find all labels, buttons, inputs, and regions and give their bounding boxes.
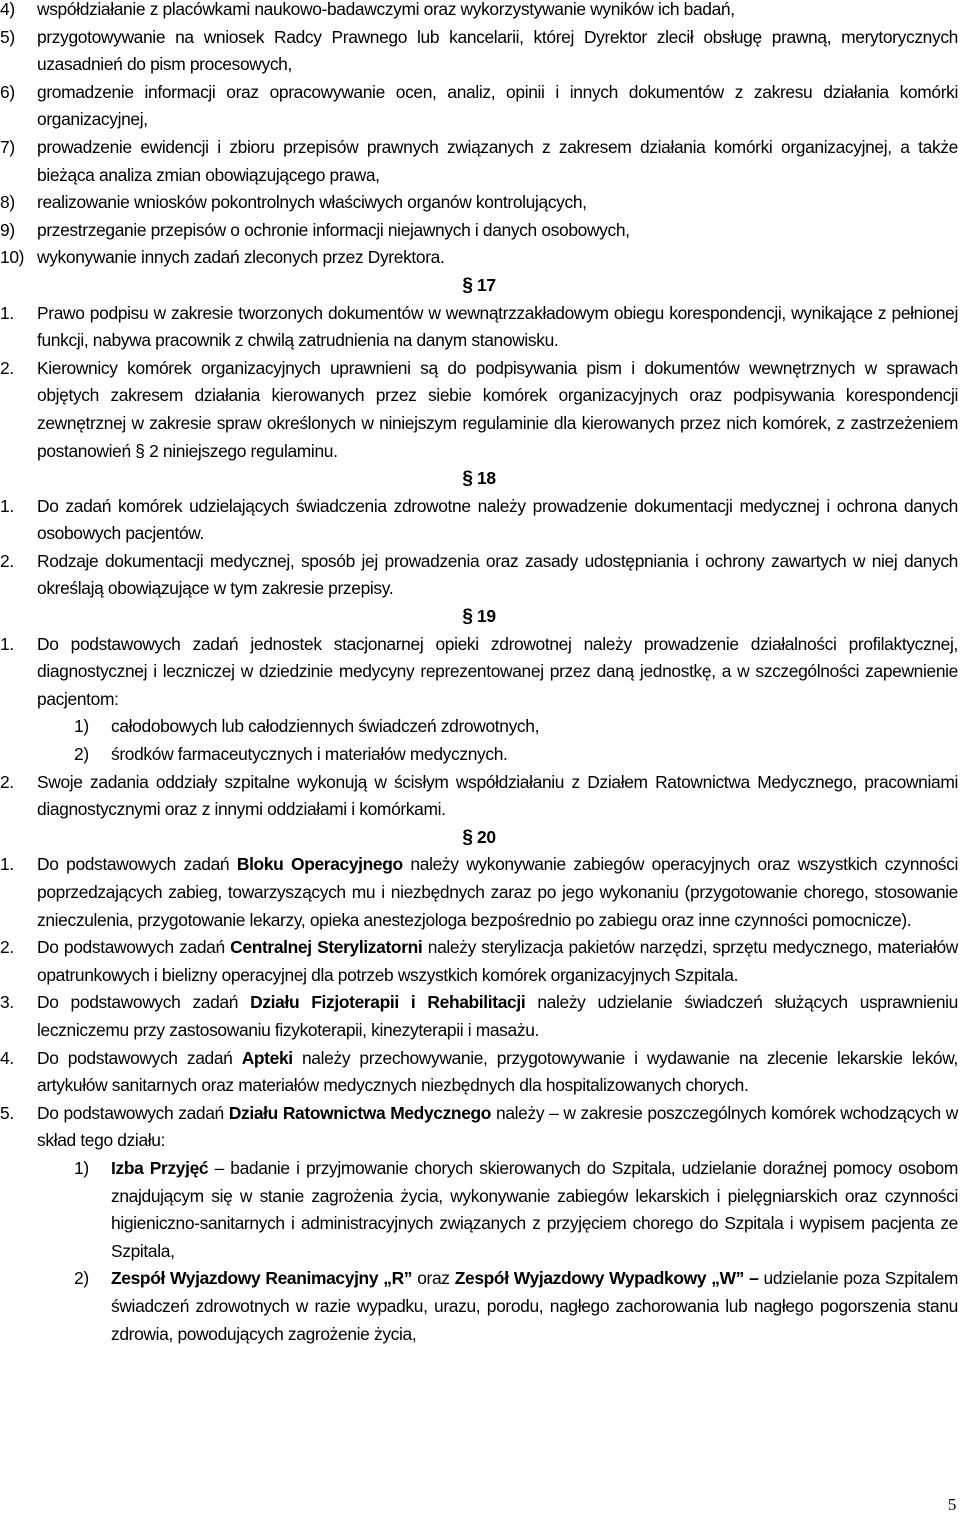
paragraph-item: [0, 769, 958, 824]
item-text: – badanie i przyjmowanie chorych skierowanych do Szpitala, udzielanie doraźnej pomocy osobom znajdującym się w stanie zagrożenia życia, wykonywanie zabiegów lekarskich i pielęgniarskich oraz czynności higieniczno-sanitarnych i administracyjnych związanych z przyjęciem chorego do Szpitala i wypisem pacjenta ze Szpitala,: [111, 1157, 958, 1261]
paragraph-item: [0, 631, 958, 714]
paragraph-item: [0, 1100, 958, 1155]
item-text: środków farmaceutycznych i materiałów medycznych.: [111, 744, 508, 765]
item-text: należy udzielanie świadczeń służących usprawnieniu leczniczemu przy zastosowaniu fizykoterapii, kinezyterapii i masażu.: [37, 992, 958, 1040]
section-sign: §: [462, 468, 473, 490]
item-number: 8): [0, 192, 15, 213]
item-text: Rodzaje dokumentacji medycznej, sposób jej prowadzenia oraz zasady udostępniania i ochrony zawartych w niej danych określają obowiązujące w tym zakresie przepisy.: [37, 550, 958, 599]
paragraph-item: [0, 355, 958, 465]
section-heading-19: [0, 603, 958, 631]
item-text: wykonywanie innych zadań zleconych przez Dyrektora.: [37, 247, 445, 268]
paragraph-item: [0, 851, 958, 934]
item-text: Do podstawowych zadań: [37, 1102, 229, 1123]
unit-name: Apteki: [241, 1047, 293, 1068]
item-text: całodobowych lub całodziennych świadczeń zdrowotnych,: [111, 716, 540, 737]
item-text: oraz: [412, 1268, 455, 1289]
item-text: realizowanie wniosków pokontrolnych właściwych organów kontrolujących,: [37, 192, 587, 213]
section-number: 18: [477, 468, 496, 489]
item-text: należy wykonywanie zabiegów operacyjnych oraz wszystkich czynności poprzedzających zabieg, towarzyszących mu i niezbędnych zaraz po jego wykonaniu (przygotowanie chorego, stosowanie znieczulenia, przygotowanie lekarzy, opieka anestezjologa bezpośrednio po zabiegu oraz inne czynności pomocnicze).: [37, 854, 958, 930]
item-text: Do podstawowych zadań jednostek stacjonarnej opieki zdrowotnej należy prowadzenie działalności profilaktycznej, diagnostycznej i leczniczej w dziedzinie medycyny reprezentowanej przez daną jednostkę, a w szczególności zapewnienie pacjentom:: [37, 633, 958, 709]
item-text: przestrzeganie przepisów o ochronie informacji niejawnych i danych osobowych,: [37, 219, 630, 240]
paragraph-item: [0, 934, 958, 989]
section-sign: §: [462, 274, 473, 296]
paragraph-item: [0, 300, 958, 355]
section-sign: §: [135, 440, 145, 461]
unit-name: Centralnej Sterylizatorni: [230, 937, 423, 958]
item-number: 2.: [0, 550, 14, 571]
section-heading-20: [0, 824, 958, 852]
list-item: [0, 79, 958, 134]
list-item: [0, 24, 958, 79]
unit-name: Zespół Wyjazdowy Wypadkowy „W” –: [454, 1268, 759, 1289]
list-item: [0, 189, 958, 217]
item-number: 1.: [0, 302, 14, 323]
item-text: Do podstawowych zadań: [37, 854, 237, 875]
item-number: 7): [0, 136, 15, 157]
item-text: gromadzenie informacji oraz opracowywanie ocen, analiz, opinii i innych dokumentów z zakresu działania komórki organizacyjnej,: [37, 81, 958, 130]
section-sign: §: [462, 606, 473, 628]
sub-list-item: [0, 1155, 958, 1265]
item-number: 9): [0, 219, 15, 240]
section-heading-18: [0, 465, 958, 493]
item-number: 2.: [0, 357, 14, 378]
item-text: Do zadań komórek udzielających świadczenia zdrowotne należy prowadzenie dokumentacji medycznej i ochrona danych osobowych pacjentów.: [37, 495, 958, 544]
item-number: 4.: [0, 1047, 14, 1068]
section-number: 17: [477, 274, 496, 295]
list-item: [0, 134, 958, 189]
item-number: 1.: [0, 495, 14, 516]
section-16-continuation: [0, 0, 958, 272]
list-item: [0, 0, 958, 24]
item-text: Do podstawowych zadań: [37, 937, 231, 958]
section-number: 20: [477, 826, 496, 847]
item-text: Prawo podpisu w zakresie tworzonych dokumentów w wewnątrzzakładowym obiegu korespondencji, wynikające z pełnionej funkcji, nabywa pracownik z chwilą zatrudnienia na danym stanowisku.: [37, 302, 958, 351]
sub-list-item: [0, 713, 958, 741]
item-number: 5): [0, 26, 15, 47]
item-text: Kierownicy komórek organizacyjnych uprawnieni są do podpisywania pism i dokumentów wewnętrznych w sprawach objętych zakresem działania kierowanych przez siebie komórek organizacyjnych oraz podpisywania korespondencji zewnętrznej w zakresie spraw określonych w niniejszym regulaminie dla kierowanych przez nich komórek, z zastrzeżeniem postanowień: [37, 357, 958, 461]
item-text: należy – w zakresie poszczególnych komórek wchodzących w skład tego działu:: [37, 1102, 958, 1151]
section-sign: §: [462, 826, 473, 848]
list-item: [0, 244, 958, 272]
unit-name: Bloku Operacyjnego: [236, 854, 403, 875]
unit-name: Izba Przyjęć: [111, 1157, 209, 1178]
item-text: należy sterylizacja pakietów narzędzi, sprzętu medycznego, materiałów opatrunkowych i bielizny operacyjnej dla potrzeb wszystkich komórek organizacyjnych Szpitala.: [37, 937, 959, 985]
paragraph-item: [0, 548, 958, 603]
unit-name: Zespół Wyjazdowy Reanimacyjny „R”: [111, 1268, 413, 1289]
item-text: udzielanie poza Szpitalem świadczeń zdrowotnych w razie wypadku, urazu, porodu, nagłego zachorowania lub nagłego pogorszenia stanu zdrowia, powodujących zagrożenie życia,: [111, 1268, 958, 1344]
item-number: 2.: [0, 771, 14, 792]
item-text: Do podstawowych zadań: [37, 1047, 242, 1068]
item-number: 1.: [0, 633, 14, 654]
item-number: 10): [0, 247, 25, 268]
item-text: przygotowywanie na wniosek Radcy Prawnego lub kancelarii, której Dyrektor zlecił obsługę prawną, merytorycznych uzasadnień do pism procesowych,: [37, 26, 958, 75]
item-number: 3.: [0, 992, 14, 1013]
item-number: 1.: [0, 854, 14, 875]
section-number: 19: [477, 606, 496, 627]
unit-name: Działu Fizjoterapii i Rehabilitacji: [250, 992, 526, 1013]
section-heading-17: [0, 272, 958, 300]
item-text: prowadzenie ewidencji i zbioru przepisów prawnych związanych z zakresem działania komórki organizacyjnej, a także bieżąca analiza zmian obowiązującego prawa,: [37, 136, 958, 185]
paragraph-item: [0, 989, 958, 1044]
item-number: 1): [74, 1157, 89, 1178]
item-number: 1): [74, 716, 89, 737]
unit-name: Działu Ratownictwa Medycznego: [228, 1102, 492, 1123]
list-item: [0, 217, 958, 245]
item-number: 2.: [0, 937, 14, 958]
item-number: 2): [74, 744, 89, 765]
item-number: 4): [0, 0, 15, 19]
page-number: 5: [947, 1495, 956, 1514]
sub-list-item: [0, 1265, 958, 1348]
paragraph-item: [0, 1045, 958, 1100]
item-text: Do podstawowych zadań: [37, 992, 251, 1013]
item-text: należy przechowywanie, przygotowywanie i wydawanie na zlecenie lekarskie leków, artykułów sanitarnych oraz materiałów medycznych niezbędnych dla hospitalizowanych chorych.: [37, 1047, 958, 1096]
item-text: Swoje zadania oddziały szpitalne wykonują w ścisłym współdziałaniu z Działem Ratownictwa Medycznego, pracowniami diagnostycznymi oraz z innymi oddziałami i komórkami.: [37, 771, 958, 820]
item-number: 2): [74, 1268, 89, 1289]
sub-list-item: [0, 741, 958, 769]
item-text: współdziałanie z placówkami naukowo-badawczymi oraz wykorzystywanie wyników ich badań,: [37, 0, 735, 19]
paragraph-item: [0, 493, 958, 548]
item-text: 2 niniejszego regulaminu.: [149, 440, 338, 461]
item-number: 5.: [0, 1102, 14, 1123]
item-number: 6): [0, 81, 15, 102]
